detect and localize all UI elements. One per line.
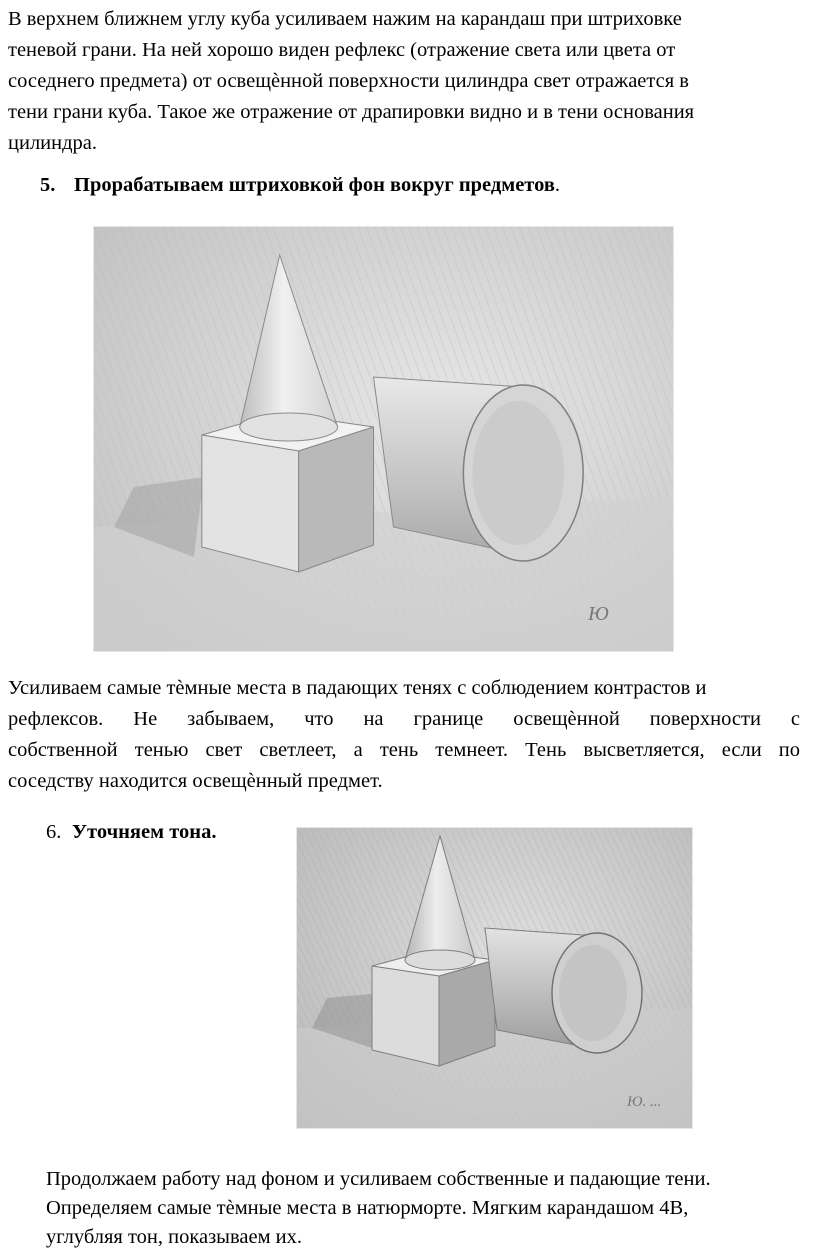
figure-1-signature: Ю bbox=[588, 602, 609, 626]
still-life-drawing-1 bbox=[94, 227, 673, 651]
step-5-number: 5. bbox=[40, 174, 56, 196]
final-line: углубляя тон, показываем их. bbox=[46, 1226, 303, 1248]
middle-line: соседству находится освещѐнный предмет. bbox=[8, 770, 383, 792]
still-life-drawing-refined-image bbox=[296, 827, 693, 1129]
final-paragraph bbox=[46, 1165, 806, 1252]
middle-line: Усиливаем самые тѐмные места в падающих тенях с соблюдением контрастов и bbox=[8, 677, 707, 699]
step-5-heading bbox=[40, 170, 560, 200]
figure-2-signature: Ю. ... bbox=[627, 1094, 662, 1110]
step-6-title: Уточняем тона. bbox=[72, 821, 217, 843]
middle-line: рефлексов. Не забываем, что на границе освещѐнной поверхности с bbox=[8, 708, 800, 730]
intro-paragraph bbox=[8, 4, 808, 159]
middle-paragraph bbox=[8, 673, 800, 797]
middle-line: собственной тенью свет светлеет, а тень темнеет. Тень высветляется, если по bbox=[8, 739, 800, 761]
step-5-suffix: . bbox=[554, 174, 561, 196]
intro-line: тени грани куба. Такое же отражение от драпировки видно и в тени основания bbox=[8, 101, 695, 123]
step-6-heading bbox=[46, 817, 216, 847]
final-line: Определяем самые тѐмные места в натюрморте. Мягким карандашом 4В, bbox=[46, 1197, 689, 1219]
step-5-title: Прорабатываем штриховкой фон вокруг предметов bbox=[74, 174, 555, 196]
intro-line: цилиндра. bbox=[8, 132, 98, 154]
intro-line: соседнего предмета) от освещѐнной поверхности цилиндра свет отражается в bbox=[8, 70, 689, 92]
intro-line: В верхнем ближнем углу куба усиливаем нажим на карандаш при штриховке bbox=[8, 8, 682, 30]
step-6-number: 6. bbox=[46, 821, 62, 843]
still-life-drawing-image bbox=[93, 226, 674, 652]
intro-line: теневой грани. На ней хорошо виден рефлекс (отражение света или цвета от bbox=[8, 39, 676, 61]
final-line: Продолжаем работу над фоном и усиливаем собственные и падающие тени. bbox=[46, 1168, 711, 1190]
still-life-drawing-2 bbox=[297, 828, 692, 1128]
